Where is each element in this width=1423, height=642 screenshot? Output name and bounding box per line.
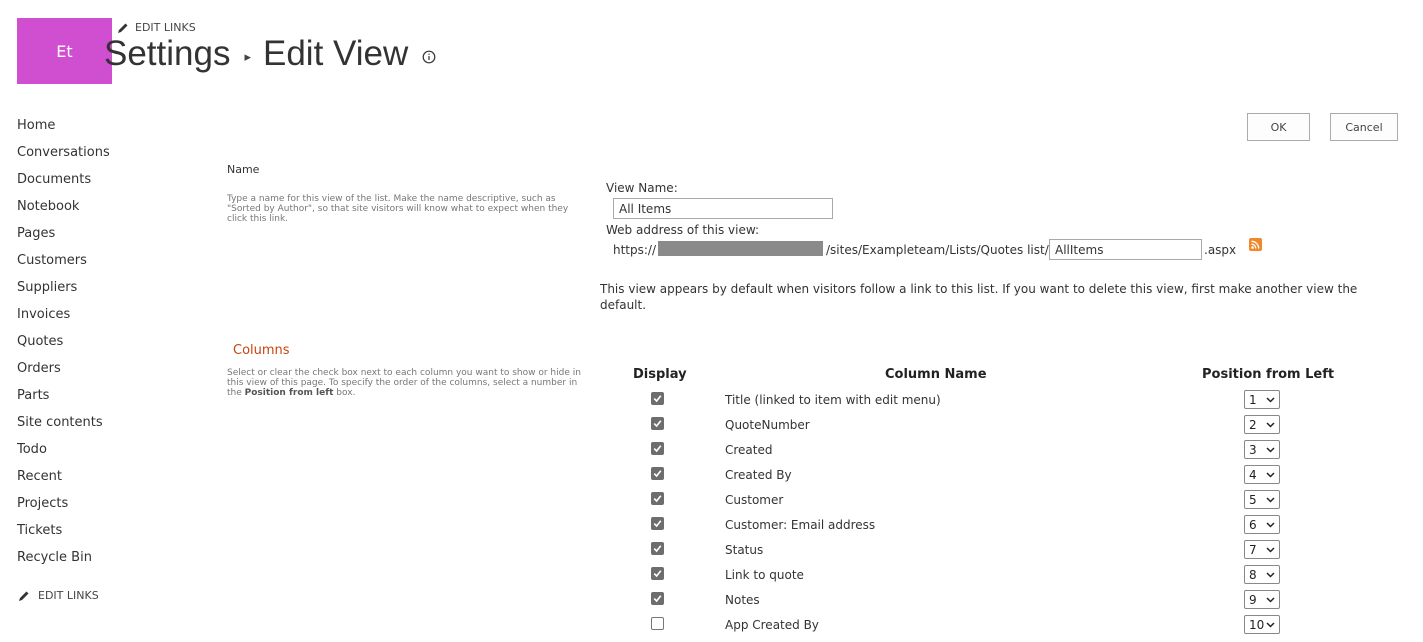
edit-links-bottom[interactable] [18, 589, 99, 602]
edit-links-label: EDIT LINKS [38, 589, 99, 602]
column-name: Link to quote [725, 568, 804, 582]
nav-item-tickets[interactable]: Tickets [17, 523, 63, 538]
chevron-down-icon [1266, 595, 1275, 604]
position-value: 7 [1249, 542, 1257, 557]
display-checkbox[interactable] [651, 592, 664, 605]
checkmark-icon [653, 519, 662, 528]
breadcrumb-settings[interactable]: Settings [104, 34, 231, 73]
nav-item-parts[interactable]: Parts [17, 388, 50, 403]
chevron-down-icon [1266, 620, 1275, 629]
table-row [600, 567, 1400, 592]
column-name: App Created By [725, 618, 819, 632]
nav-item-suppliers[interactable]: Suppliers [17, 280, 78, 295]
position-value: 8 [1249, 567, 1257, 582]
table-row [600, 617, 1400, 642]
position-select[interactable] [1244, 415, 1280, 434]
position-value: 3 [1249, 442, 1257, 457]
url-path: /sites/Exampleteam/Lists/Quotes list/ [826, 243, 1049, 257]
chevron-down-icon [1266, 470, 1275, 479]
quick-launch-nav [17, 116, 110, 575]
nav-item-projects[interactable]: Projects [17, 496, 69, 511]
nav-item-recycle-bin[interactable]: Recycle Bin [17, 550, 92, 565]
nav-item-site-contents[interactable]: Site contents [17, 415, 103, 430]
rss-icon[interactable] [1249, 238, 1262, 251]
table-row [600, 592, 1400, 617]
ok-button[interactable]: OK [1247, 113, 1310, 141]
breadcrumb-separator-icon: ▸ [244, 49, 251, 64]
chevron-down-icon [1266, 420, 1275, 429]
chevron-down-icon [1266, 495, 1275, 504]
position-value: 10 [1249, 617, 1265, 632]
table-row [600, 392, 1400, 417]
display-checkbox[interactable] [651, 467, 664, 480]
position-value: 4 [1249, 467, 1257, 482]
site-logo[interactable] [17, 18, 112, 84]
display-checkbox[interactable] [651, 567, 664, 580]
header-position: Position from Left [1202, 367, 1335, 382]
position-select[interactable] [1244, 540, 1280, 559]
url-suffix: .aspx [1204, 243, 1237, 257]
name-section-title: Name [227, 163, 260, 176]
header-display: Display [633, 367, 687, 382]
position-select[interactable] [1244, 515, 1280, 534]
info-icon[interactable] [422, 50, 436, 64]
position-value: 6 [1249, 517, 1257, 532]
nav-item-notebook[interactable]: Notebook [17, 199, 80, 214]
position-select[interactable] [1244, 565, 1280, 584]
table-row [600, 467, 1400, 492]
position-value: 2 [1249, 417, 1257, 432]
view-name-input[interactable] [613, 198, 833, 219]
position-select[interactable] [1244, 490, 1280, 509]
edit-links-top[interactable] [117, 21, 196, 34]
display-checkbox[interactable] [651, 617, 664, 630]
display-checkbox[interactable] [651, 417, 664, 430]
checkmark-icon [653, 544, 662, 553]
column-name: Created [725, 443, 773, 457]
breadcrumb-edit-view: Edit View [263, 34, 409, 73]
column-name: Status [725, 543, 764, 557]
site-logo-text: Et [56, 41, 73, 61]
column-name: Created By [725, 468, 792, 482]
nav-item-conversations[interactable]: Conversations [17, 145, 110, 160]
checkmark-icon [653, 594, 662, 603]
chevron-down-icon [1266, 520, 1275, 529]
table-row [600, 542, 1400, 567]
columns-desc-text: Select or clear the check box next to each column you want to show or hide in this view of this page. To specify the order of the columns, select a number in the [227, 368, 581, 398]
nav-item-invoices[interactable]: Invoices [17, 307, 71, 322]
redacted-host [658, 241, 823, 256]
chevron-down-icon [1266, 395, 1275, 404]
cancel-button[interactable]: Cancel [1330, 113, 1398, 141]
name-section-description: Type a name for this view of the list. Make the name descriptive, such as "Sorted by Author", so that site visitors will know what to expect when they click this link. [227, 194, 569, 224]
position-value: 5 [1249, 492, 1257, 507]
nav-item-orders[interactable]: Orders [17, 361, 61, 376]
table-row [600, 417, 1400, 442]
display-checkbox[interactable] [651, 517, 664, 530]
column-name: Customer [725, 493, 784, 507]
position-select[interactable] [1244, 615, 1280, 634]
url-prefix: https:// [613, 243, 657, 257]
position-value: 1 [1249, 392, 1257, 407]
edit-links-label: EDIT LINKS [135, 21, 196, 34]
default-view-note: This view appears by default when visitors follow a link to this list. If you want to delete this view, first make another view the default. [600, 282, 1358, 312]
checkmark-icon [653, 569, 662, 578]
chevron-down-icon [1266, 445, 1275, 454]
column-name: QuoteNumber [725, 418, 810, 432]
checkmark-icon [653, 444, 662, 453]
column-name: Title (linked to item with edit menu) [725, 393, 941, 407]
chevron-down-icon [1266, 545, 1275, 554]
web-address-label: Web address of this view: [606, 223, 760, 237]
table-row [600, 492, 1400, 517]
nav-item-pages[interactable]: Pages [17, 226, 56, 241]
checkmark-icon [653, 419, 662, 428]
pencil-icon [18, 590, 30, 602]
nav-item-customers[interactable]: Customers [17, 253, 87, 268]
header-column-name: Column Name [885, 367, 987, 382]
columns-section-description [227, 368, 589, 398]
nav-item-documents[interactable]: Documents [17, 172, 92, 187]
display-checkbox[interactable] [651, 392, 664, 405]
display-checkbox[interactable] [651, 492, 664, 505]
position-value: 9 [1249, 592, 1257, 607]
checkmark-icon [653, 469, 662, 478]
column-name: Customer: Email address [725, 518, 876, 532]
nav-item-todo[interactable]: Todo [17, 442, 47, 457]
checkmark-icon [653, 394, 662, 403]
nav-item-recent[interactable]: Recent [17, 469, 62, 484]
columns-section-title: Columns [233, 343, 290, 358]
pencil-icon [117, 22, 129, 34]
display-checkbox[interactable] [651, 442, 664, 455]
chevron-down-icon [1266, 570, 1275, 579]
columns-desc-text-end: box. [333, 388, 356, 398]
nav-item-quotes[interactable]: Quotes [17, 334, 64, 349]
table-row [600, 442, 1400, 467]
position-select[interactable] [1244, 465, 1280, 484]
table-row [600, 517, 1400, 542]
columns-desc-bold: Position from left [244, 388, 334, 398]
view-name-label: View Name: [606, 181, 678, 195]
web-address-input[interactable] [1049, 239, 1202, 260]
position-select[interactable] [1244, 440, 1280, 459]
display-checkbox[interactable] [651, 542, 664, 555]
position-select[interactable] [1244, 390, 1280, 409]
position-select[interactable] [1244, 590, 1280, 609]
checkmark-icon [653, 494, 662, 503]
page-title [104, 34, 436, 74]
column-name: Notes [725, 593, 760, 607]
nav-item-home[interactable]: Home [17, 118, 56, 133]
